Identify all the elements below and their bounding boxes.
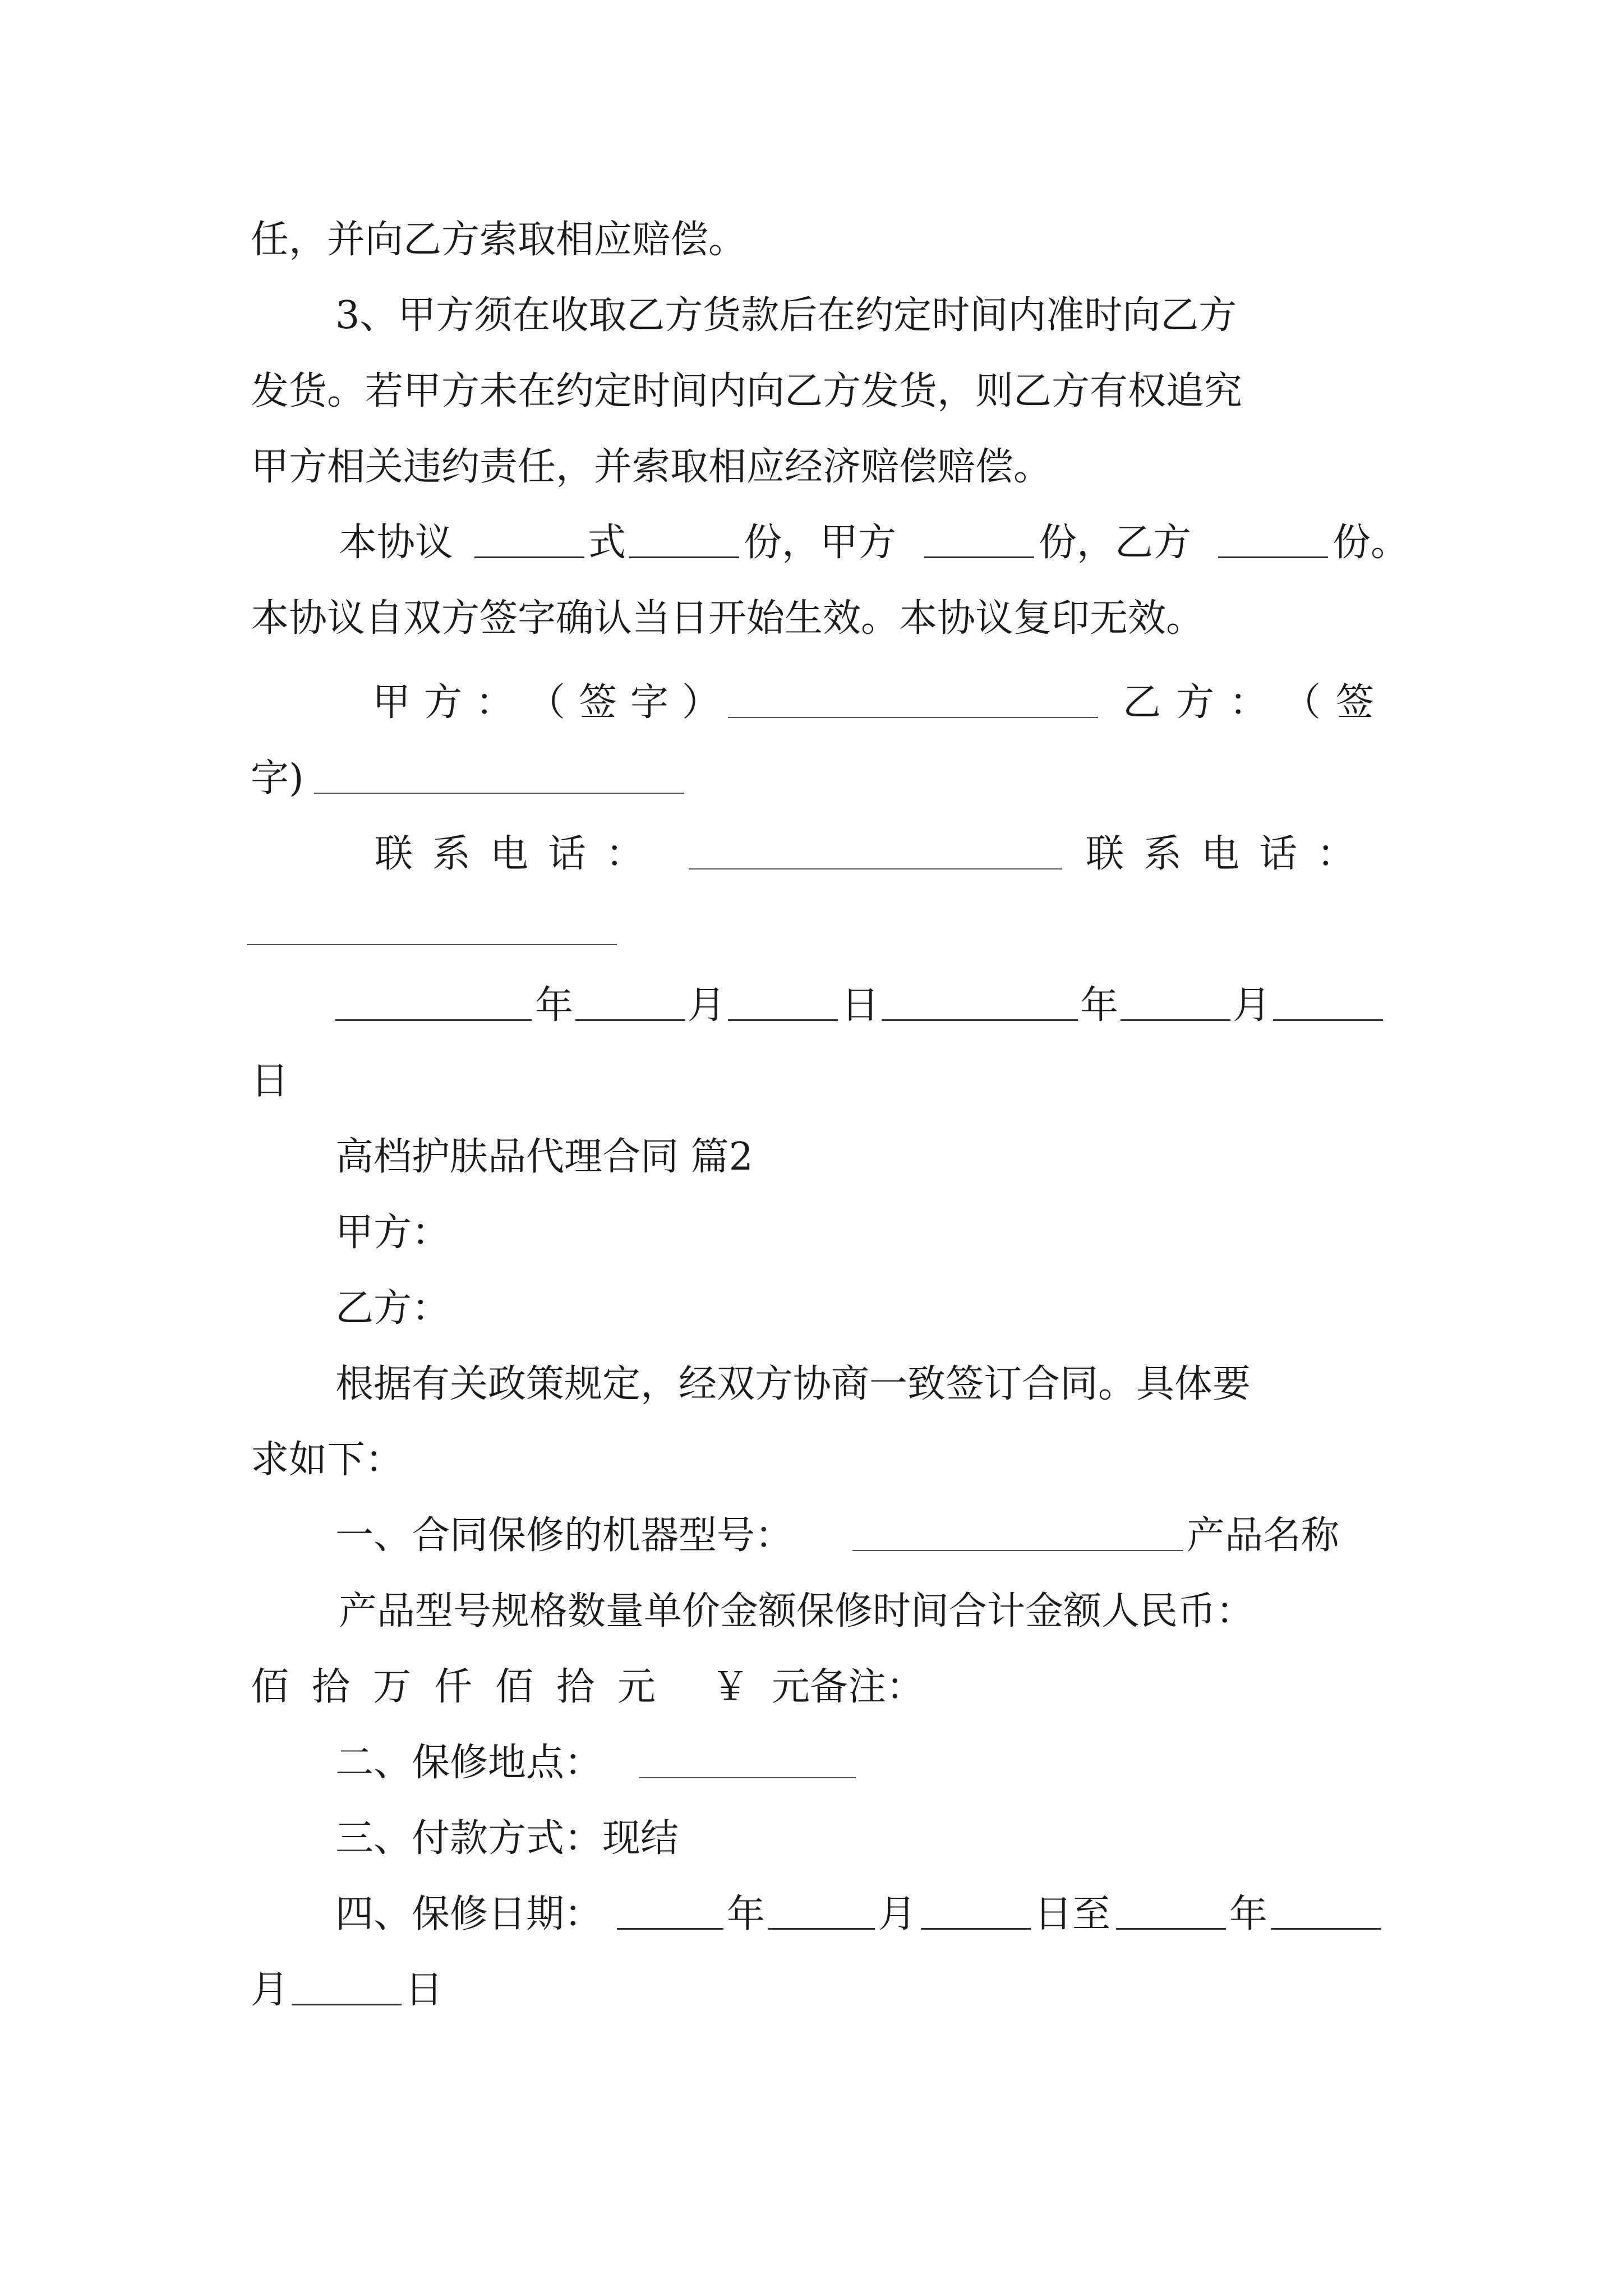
yuan-symbol: ￥: [711, 1665, 750, 1709]
item-3-line: [0, 1808, 1623, 1870]
char: ：: [1229, 680, 1267, 725]
char: 联: [375, 832, 413, 876]
party-a-sign-blank[interactable]: [728, 672, 1098, 734]
char: 甲: [372, 680, 411, 725]
clause-3-line-1: [0, 285, 1623, 347]
char: 签: [578, 680, 617, 725]
party-b-sign-cont: 字): [251, 756, 304, 800]
intro-line-2: [0, 1429, 1623, 1491]
date-year-2: 年: [1080, 983, 1119, 1028]
party-b-phone-blank[interactable]: [247, 899, 617, 961]
date-blank-day-2[interactable]: [1273, 975, 1383, 1037]
text-line: 甲方相关违约责任，并索取相应经济赔偿赔偿。: [251, 445, 1052, 489]
date-month-1: 月: [688, 983, 726, 1028]
model-blank[interactable]: [852, 1505, 1183, 1567]
warranty-blank-month-2[interactable]: [1271, 1884, 1381, 1945]
item-1-line: [0, 1505, 1623, 1567]
char: 方: [1175, 680, 1214, 725]
char: 话: [547, 832, 586, 876]
copies-text-c: 份，甲方: [744, 521, 897, 565]
copies-text-a: 本协议: [339, 521, 454, 565]
item-3-label: 三、付款方式：现结: [335, 1816, 679, 1861]
warranty-blank-year-1[interactable]: [617, 1884, 723, 1945]
signature-cont-line: [0, 748, 1623, 809]
char: 电: [1201, 832, 1239, 876]
warranty-day-2: 日: [405, 1968, 444, 2012]
party-a-phone-label: [375, 823, 644, 885]
item-2-line: [0, 1732, 1623, 1794]
char: 签: [1335, 680, 1374, 725]
party-a-label: 甲方：: [335, 1211, 450, 1255]
amount-line: [0, 1657, 1623, 1718]
date-blank-month-1[interactable]: [575, 975, 685, 1037]
warranty-year-1: 年: [727, 1892, 766, 1936]
copies-blank-4[interactable]: [1218, 512, 1328, 574]
intro-line-1: [0, 1354, 1623, 1415]
date-blank-month-2[interactable]: [1121, 975, 1230, 1037]
party-b-label: 乙方：: [335, 1286, 450, 1331]
char: 话: [1258, 832, 1297, 876]
text-line: 发货。若甲方未在约定时间内向乙方发货，则乙方有权追究: [251, 369, 1243, 413]
date-year-1: 年: [535, 983, 574, 1028]
clause-3-line-3: [0, 436, 1623, 498]
char: 字: [630, 680, 668, 725]
copies-text-d: 份，乙方: [1039, 521, 1192, 565]
warranty-day-to: 日至: [1034, 1892, 1111, 1936]
char: 联: [1086, 832, 1124, 876]
item-1-tail: 产品名称: [1187, 1513, 1340, 1558]
section-heading: [0, 1126, 1623, 1188]
copies-blank-2[interactable]: [629, 512, 739, 574]
warranty-blank-month-1[interactable]: [768, 1884, 875, 1945]
phone-cont-line: [0, 899, 1623, 961]
date-cont-line: [0, 1051, 1623, 1112]
item-4-line: [0, 1884, 1623, 1945]
copies-text-b: 式: [588, 521, 626, 565]
warranty-blank-day-1[interactable]: [921, 1884, 1031, 1945]
char: ）: [681, 680, 720, 725]
party-b-line: [0, 1278, 1623, 1340]
char: 系: [1143, 832, 1182, 876]
text-line: 本协议自双方签字确认当日开始生效。本协议复印无效。: [251, 596, 1205, 641]
copies-blank-1[interactable]: [474, 512, 584, 574]
amount-word: 佰: [495, 1665, 534, 1709]
warranty-month-1: 月: [878, 1892, 917, 1936]
char: ：: [475, 680, 514, 725]
amount-word: 拾: [312, 1665, 351, 1709]
warranty-month-2: 月: [251, 1968, 289, 2012]
warranty-blank-day-2[interactable]: [292, 1959, 402, 2021]
text-line: 3、甲方须在收取乙方货款后在约定时间内准时向乙方: [335, 293, 1237, 338]
char: 系: [432, 832, 471, 876]
char: 电: [490, 832, 528, 876]
date-blank-year-1[interactable]: [335, 975, 532, 1037]
party-a-line: [0, 1202, 1623, 1264]
party-b-sign-blank[interactable]: [314, 748, 684, 809]
date-blank-year-2[interactable]: [882, 975, 1078, 1037]
location-blank[interactable]: [639, 1732, 856, 1794]
copies-line: [0, 512, 1623, 574]
party-a-phone-blank[interactable]: [689, 823, 1062, 885]
text-line: 根据有关政策规定，经双方协商一致签订合同。具体要: [335, 1362, 1251, 1406]
item-2-label: 二、保修地点：: [335, 1741, 603, 1785]
amount-word: 拾: [556, 1665, 595, 1709]
text-line: 任，并向乙方索取相应赔偿。: [251, 218, 747, 262]
date-month-2: 月: [1233, 983, 1271, 1028]
text-line: 求如下：: [251, 1438, 404, 1482]
phone-line: [0, 823, 1623, 885]
char: ：: [1316, 832, 1355, 876]
amount-word: 仟: [434, 1665, 473, 1709]
char: 乙: [1123, 680, 1161, 725]
validity-line: [0, 588, 1623, 650]
date-day-1: 日: [841, 983, 880, 1028]
amount-word: 万: [373, 1665, 412, 1709]
copies-blank-3[interactable]: [924, 512, 1034, 574]
item-1-label: 一、合同保修的机器型号：: [335, 1513, 794, 1558]
heading-text: 高档护肤品代理合同 篇2: [335, 1135, 753, 1179]
amount-word: 元: [617, 1665, 656, 1709]
date-blank-day-1[interactable]: [728, 975, 838, 1037]
party-b-sign-label: [1123, 672, 1374, 734]
signature-line: [0, 672, 1623, 734]
text-line: 产品型号规格数量单价金额保修时间合计金额人民币：: [339, 1589, 1255, 1634]
char: ：: [605, 832, 644, 876]
copies-text-e: 份。: [1332, 521, 1409, 565]
warranty-blank-year-2[interactable]: [1116, 1884, 1226, 1945]
party-b-phone-label: [1086, 823, 1355, 885]
party-a-sign-label: [372, 672, 720, 734]
amount-word: 佰: [251, 1665, 289, 1709]
clause-2-tail: [0, 209, 1623, 271]
item-4-cont-line: [0, 1959, 1623, 2021]
char: （: [527, 680, 565, 725]
warranty-year-2: 年: [1229, 1892, 1268, 1936]
item-4-label: 四、保修日期：: [335, 1892, 603, 1936]
clause-3-line-2: [0, 361, 1623, 422]
product-line: [0, 1581, 1623, 1642]
amount-remark: 元备注：: [772, 1665, 925, 1709]
date-day-2: 日: [251, 1059, 289, 1103]
char: 方: [423, 680, 462, 725]
date-line: [0, 975, 1623, 1037]
char: （: [1282, 680, 1321, 725]
